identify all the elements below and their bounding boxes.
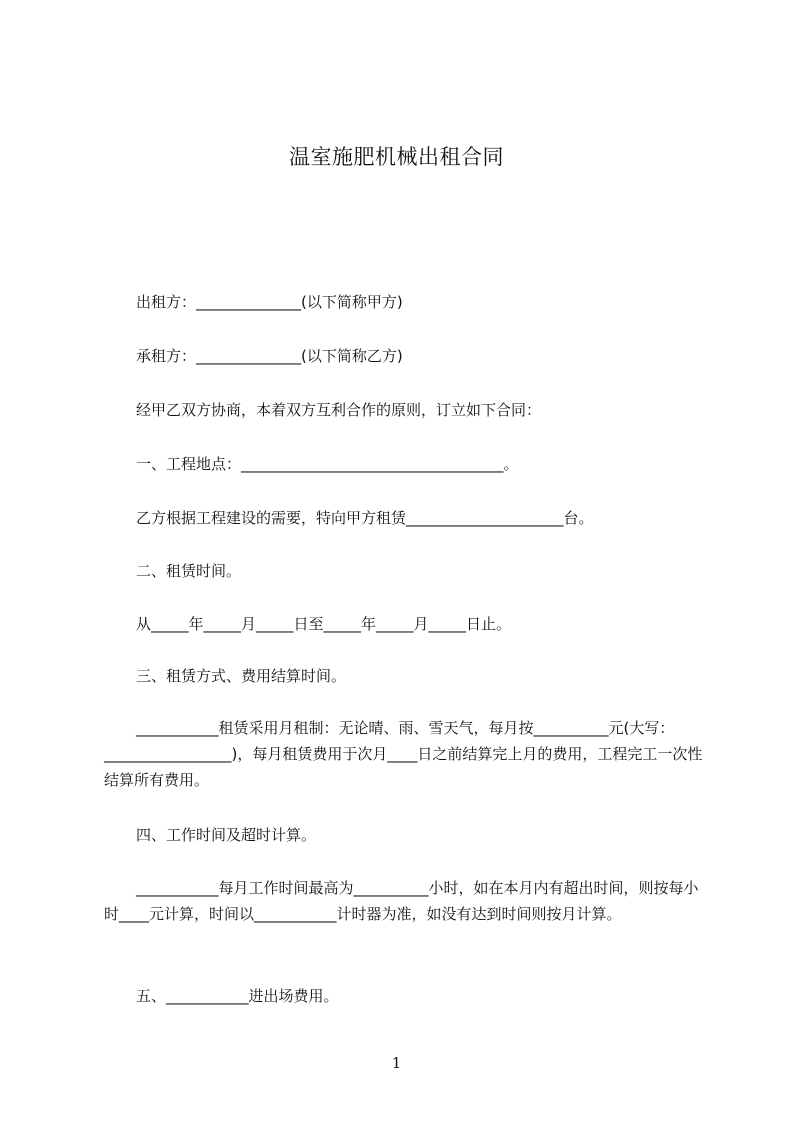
lessee-line: 承租方：______________(以下简称乙方) (136, 347, 403, 365)
intro-line: 经甲乙双方协商，本着双方互利合作的原则，订立如下合同： (136, 401, 542, 419)
section-5-heading: 五、___________进出场费用。 (136, 987, 339, 1005)
section-1-site: 一、工程地点：___________________________________。 (136, 455, 519, 473)
rent-quantity-line: 乙方根据工程建设的需要，特向甲方租赁_____________________台。 (136, 509, 594, 527)
lessor-line: 出租方：______________(以下简称甲方) (136, 293, 403, 311)
hours-text: ___________每月工作时间最高为__________小时，如在本月内有超出时间，则按每小时____元计算，时间以___________计时器为准，如没有达到时间则按月计算。 (104, 879, 699, 923)
payment-text: ___________租赁采用月租制：无论晴、雨、雪天气，每月按__________元(大写：_________________)，每月租赁费用于次月____日之前结算完上月的费用，工程完工一次性结算所有费用。 (104, 719, 703, 789)
section-4-heading: 四、工作时间及超时计算。 (136, 826, 317, 844)
section-3-heading: 三、租赁方式、费用结算时间。 (136, 667, 347, 685)
page-number: 1 (391, 1054, 402, 1072)
document-title: 温室施肥机械出租合同 (289, 145, 504, 169)
hours-paragraph (104, 875, 704, 927)
section-2-heading: 二、租赁时间。 (136, 562, 242, 580)
rental-period-line: 从_____年_____月_____日至_____年_____月_____日止。 (136, 615, 512, 633)
payment-paragraph (104, 715, 704, 793)
